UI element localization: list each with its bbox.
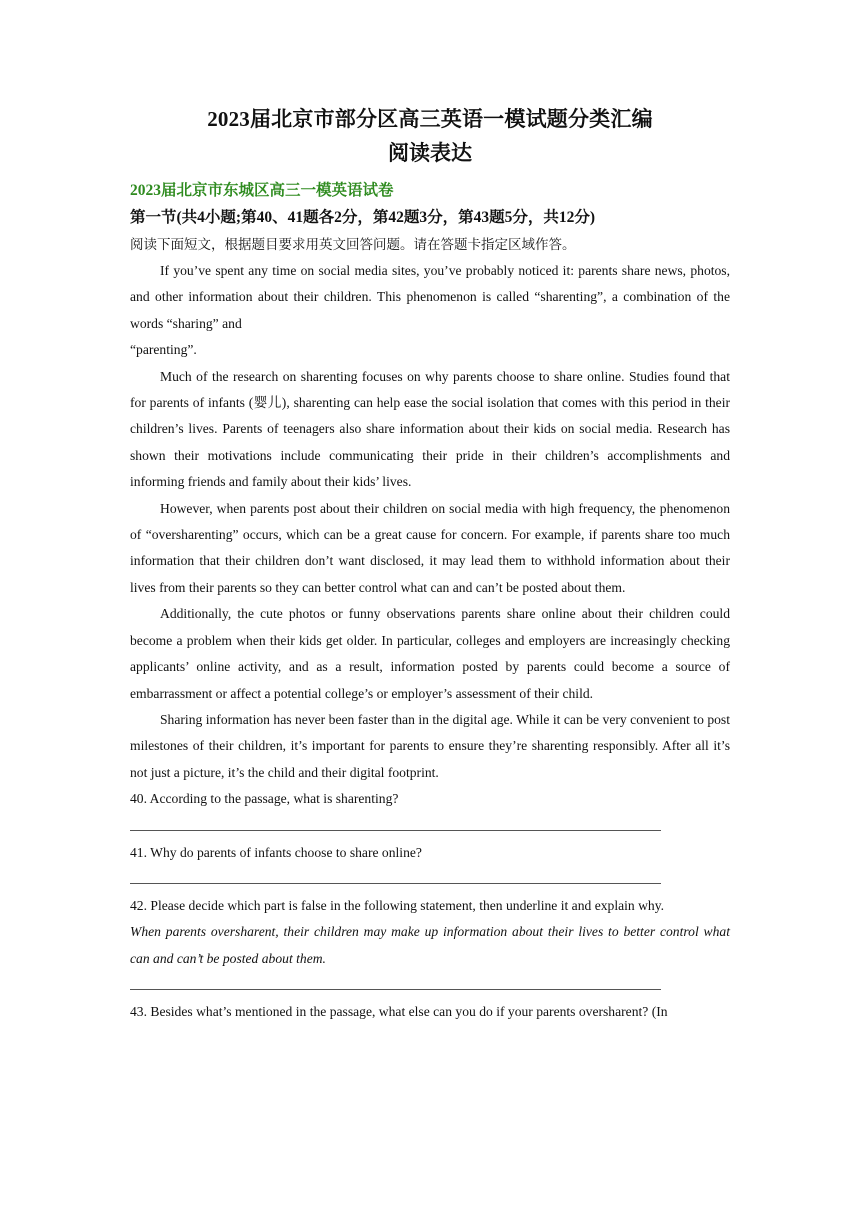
passage-paragraph-4: Additionally, the cute photos or funny observations parents share online about their children could become a problem when their kids get older. In particular, colleges and employers are increasingly checking applicants’ online activity, and as a result, information posted by parents could become a source of embarrassment or affect a potential college’s or employer’s assessment of their child. <box>130 606 730 701</box>
answer-line-40[interactable] <box>130 830 661 831</box>
exam-source-heading: 2023届北京市东城区高三一模英语试卷 <box>130 182 394 199</box>
question-42: 42. Please decide which part is false in the following statement, then underline it and explain why. <box>130 897 665 913</box>
section-heading: 第一节(共4小题;第40、41题各2分，第42题3分，第43题5分，共12分) <box>130 209 595 226</box>
passage-paragraph-1-tail: “parenting”. <box>130 342 197 358</box>
document-page <box>130 102 730 1026</box>
document-subtitle: 阅读表达 <box>388 141 472 165</box>
answer-line-41[interactable] <box>130 883 661 884</box>
question-43: 43. Besides what’s mentioned in the passage, what else can you do if your parents oversharent? (In <box>130 1004 668 1020</box>
passage-paragraph-1: If you’ve spent any time on social media sites, you’ve probably noticed it: parents share news, photos, and other information about their children. This phenomenon is called “sharenting”, a combination of the words “sharing” and <box>130 263 730 331</box>
question-41: 41. Why do parents of infants choose to share online? <box>130 844 422 860</box>
instructions-text: 阅读下面短文，根据题目要求用英文回答问题。请在答题卡指定区域作答。 <box>130 237 576 252</box>
question-40: 40. According to the passage, what is sharenting? <box>130 791 399 807</box>
passage-paragraph-2: Much of the research on sharenting focuses on why parents choose to share online. Studies found that for parents of infants (婴儿), sharenting can help ease the social isolation that comes with this period in their children’s lives. Parents of teenagers also share information about their kids on social media. Research has shown their motivations include communicating their pride in their children’s accomplishments and informing friends and family about their kids’ lives. <box>130 368 730 490</box>
document-title: 2023届北京市部分区高三英语一模试题分类汇编 <box>207 107 653 131</box>
passage-paragraph-3: However, when parents post about their children on social media with high frequency, the phenomenon of “oversharenting” occurs, which can be a great cause for concern. For example, if parents share too much information that their children don’t want disclosed, it may lead them to withhold information about their lives from their parents so they can better control what can and can’t be posted about them. <box>130 500 730 595</box>
passage-paragraph-5: Sharing information has never been faster than in the digital age. While it can be very convenient to post milestones of their children, it’s important for parents to ensure they’re sharenting responsibly. After all it’s not just a picture, it’s the child and their digital footprint. <box>130 711 730 780</box>
answer-line-42[interactable] <box>130 989 661 990</box>
question-42-statement: When parents oversharent, their children may make up information about their lives to better control what can and can’t be posted about them. <box>130 924 730 966</box>
